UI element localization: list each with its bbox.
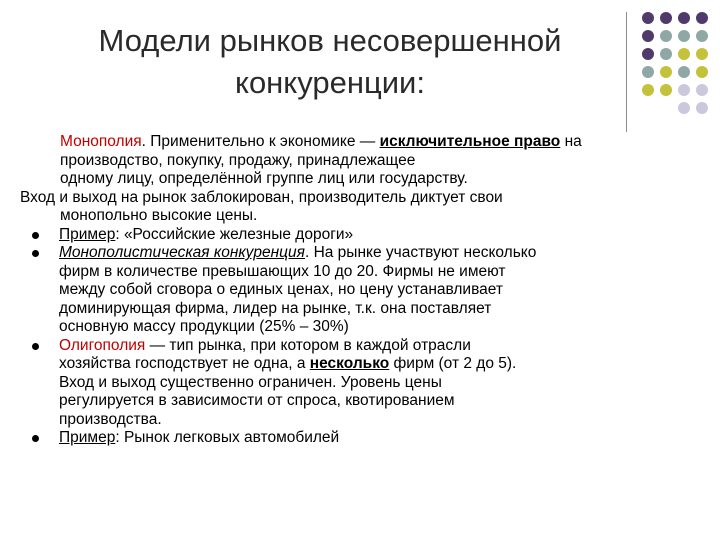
dot-purple (642, 30, 654, 42)
dot-teal (678, 66, 690, 78)
monopoly-paragraph (20, 133, 670, 170)
slide-body (20, 133, 670, 448)
example-text: : «Российские железные дороги» (115, 225, 354, 243)
title-line-1: Модели рынков несовершенной (98, 23, 562, 58)
bullet-icon (32, 343, 39, 350)
dot-purple (642, 12, 654, 24)
divider-line (626, 12, 627, 132)
oligopoly-line-2a: хозяйства господствует не одна, а (59, 355, 310, 372)
bullet-item-example-cars (20, 429, 670, 448)
dot-olive (696, 66, 708, 78)
dot-olive (660, 84, 672, 96)
oligopoly-line-5: производства. (59, 410, 162, 428)
dot-teal (696, 30, 708, 42)
monopoly-definition-cont: на производство, покупку, продажу, принадлежащее (60, 133, 582, 169)
monopolistic-competition-term: Монополистическая конкуренция (59, 244, 305, 261)
mc-line-1: . На рынке участвуют несколько (304, 244, 537, 261)
oligopoly-line-4: регулируется в зависимости от спроса, квотированием (59, 392, 455, 409)
bullet-item-monopolistic-competition (20, 244, 670, 337)
bullet-icon (32, 232, 39, 239)
mc-line-4: доминирующая фирма, лидер на рынке, т.к. она поставляет (59, 299, 492, 317)
bullet-item-example-rzd (20, 226, 670, 245)
dot-olive (678, 48, 690, 60)
title-line-2: конкуренции: (235, 65, 425, 100)
example-lead: Пример (59, 429, 116, 446)
dot-purple (678, 12, 690, 24)
oligopoly-line-1: — тип рынка, при котором в каждой отрасли (145, 336, 471, 354)
example-lead: Пример (59, 225, 116, 243)
dot-olive (642, 84, 654, 96)
monopoly-line-5: монопольно высокие цены. (60, 207, 258, 224)
dot-teal (642, 66, 654, 78)
dot-teal (660, 30, 672, 42)
dot-lavender (678, 84, 690, 96)
monopoly-line-4: Вход и выход на рынок заблокирован, производитель диктует свои (20, 188, 503, 206)
exclusive-right-emphasis: исключительное право (379, 133, 561, 150)
monopoly-term: Монополия (60, 133, 142, 150)
dot-lavender (696, 102, 708, 114)
dot-lavender (696, 84, 708, 96)
oligopoly-line-3: Вход и выход существенно ограничен. Уровень цены (59, 373, 442, 391)
mc-line-5: основную массу продукции (25% – 30%) (59, 318, 349, 335)
monopoly-line-3: одному лицу, определённой группе лиц или государству. (60, 170, 468, 187)
bullet-item-oligopoly (20, 337, 670, 430)
monopoly-intro: . Применительно к экономике — (141, 133, 380, 150)
mc-line-2: фирм в количестве превышающих 10 до 20. Фирмы не имеют (59, 262, 506, 280)
dot-purple (642, 48, 654, 60)
dot-olive (660, 66, 672, 78)
example-text: : Рынок легковых автомобилей (115, 429, 340, 446)
bullet-icon (32, 250, 39, 257)
dot-lavender (678, 102, 690, 114)
oligopoly-term: Олигополия (59, 336, 146, 354)
oligopoly-line-2b: фирм (от 2 до 5). (393, 355, 517, 372)
dot-purple (696, 12, 708, 24)
dot-teal (678, 30, 690, 42)
slide-title (40, 20, 620, 104)
dot-teal (660, 48, 672, 60)
dot-purple (660, 12, 672, 24)
mc-line-3: между собой сговора о единых ценах, но цену устанавливает (59, 281, 503, 298)
dot-olive (696, 48, 708, 60)
bullet-icon (32, 435, 39, 442)
several-emphasis: несколько (309, 355, 390, 372)
